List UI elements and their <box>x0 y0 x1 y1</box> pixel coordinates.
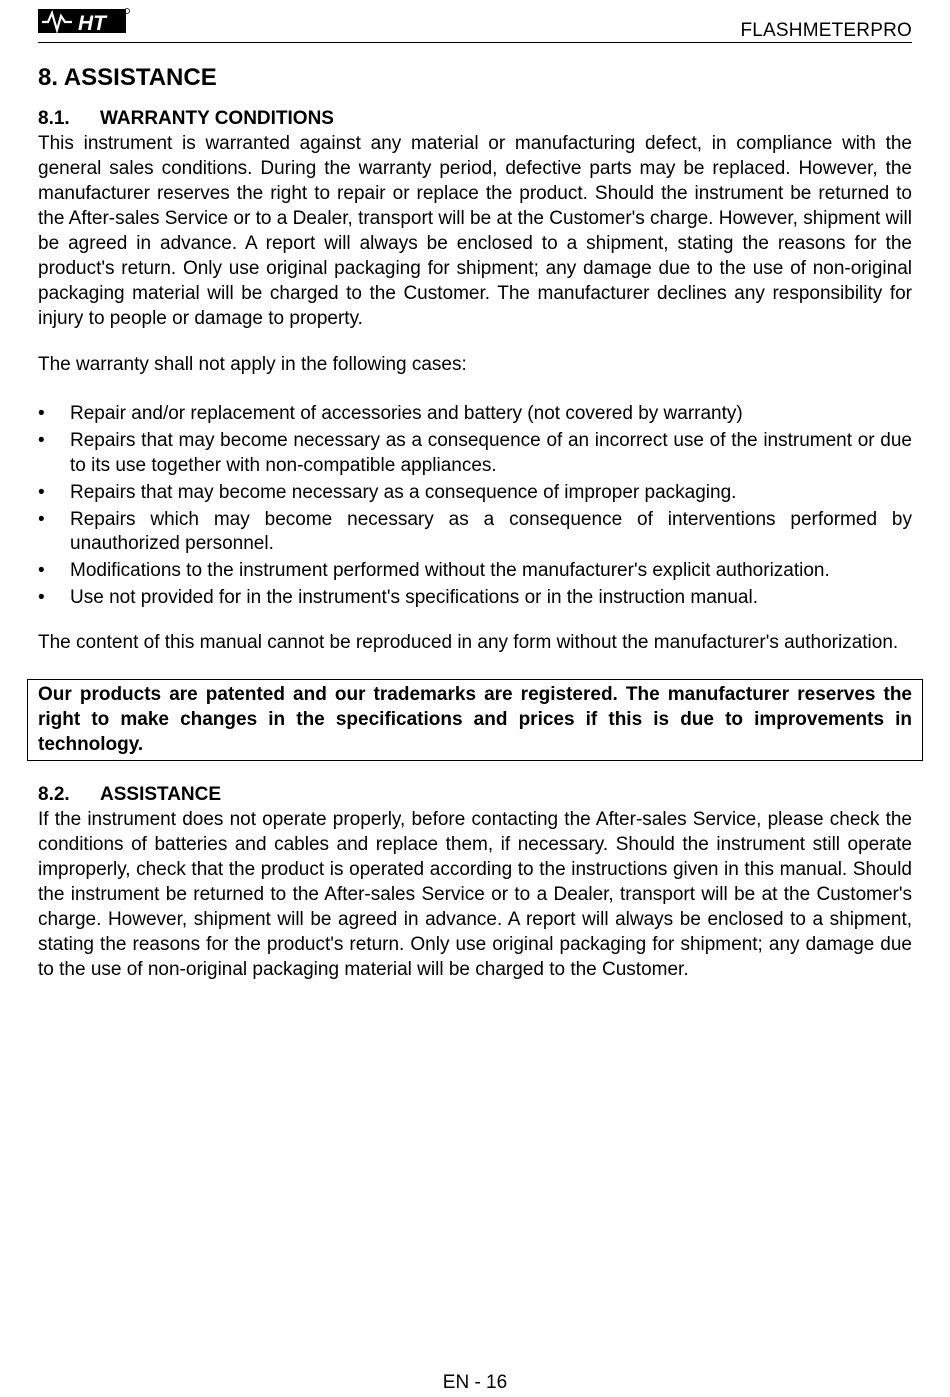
trademark-notice-box <box>27 679 923 761</box>
list-item-text: Repair and/or replacement of accessories and battery (not covered by warranty) <box>70 403 743 424</box>
warranty-exclusions-list <box>38 402 912 611</box>
list-item <box>38 402 912 427</box>
list-item <box>38 586 912 611</box>
warranty-heading <box>38 106 912 131</box>
list-item <box>38 508 912 557</box>
list-item <box>38 429 912 478</box>
list-item-text: Use not provided for in the instrument's specifications or in the instruction manual. <box>70 587 758 608</box>
list-item-text: Repairs that may become necessary as a consequence of an incorrect use of the instrument or due to its use together with non-compatible appliances. <box>70 430 912 476</box>
page-number: EN - 16 <box>442 1372 508 1393</box>
list-item <box>38 481 912 506</box>
assistance-number: 8.2. <box>38 784 70 805</box>
page-header <box>38 6 912 43</box>
assistance-heading <box>38 782 912 807</box>
warranty-number: 8.1. <box>38 108 70 129</box>
logo-text: HT <box>78 12 106 35</box>
section-title: ASSISTANCE <box>63 64 217 91</box>
assistance-paragraph: If the instrument does not operate properly, before contacting the After-sales Service, please check the conditions of batteries and cables and replace them, if necessary. Should the instrument still operate improperly, check that the product is operated according to the instructions given in this manual. Should the instrument be returned to the After-sales Service or to a Dealer, transport will be at the Customer's charge. However, shipment will be agreed in advance. A report will always be enclosed to a shipment, stating the reasons for the product's return. Only use original packaging for shipment; any damage due to the use of non-original packaging material will be charged to the Customer. <box>38 809 912 980</box>
section-heading <box>38 62 912 94</box>
bullet-icon: • <box>38 481 45 503</box>
bullet-icon: • <box>38 508 45 530</box>
page-content <box>38 62 912 982</box>
list-item-text: Repairs which may become necessary as a consequence of interventions performed by unauthorized personnel. <box>70 508 912 554</box>
document-name: FLASHMETERPRO <box>740 20 912 41</box>
list-item <box>38 559 912 584</box>
bullet-icon: • <box>38 587 45 608</box>
bullet-icon: • <box>38 430 45 451</box>
bullet-icon: • <box>38 560 45 581</box>
warranty-cases-intro: The warranty shall not apply in the following cases: <box>38 354 467 375</box>
list-item-text: Repairs that may become necessary as a consequence of improper packaging. <box>70 481 737 503</box>
section-number: 8. <box>38 64 59 91</box>
warranty-title: WARRANTY CONDITIONS <box>100 108 334 129</box>
assistance-title: ASSISTANCE <box>100 784 222 805</box>
ht-logo <box>38 6 130 36</box>
warranty-paragraph: This instrument is warranted against any material or manufacturing defect, in compliance with the general sales conditions. During the warranty period, defective parts may be replaced. However, the manufacturer reserves the right to repair or replace the product. Should the instrument be returned to the After-sales Service or to a Dealer, transport will be at the Customer's charge. However, shipment will be agreed in advance. A report will always be enclosed to a shipment, stating the reasons for the product's return. Only use original packaging for shipment; any damage due to the use of non-original packaging material will be charged to the Customer. The manufacturer declines any responsibility for injury to people or damage to property. <box>38 133 912 329</box>
bullet-icon: • <box>38 403 45 424</box>
reproduction-note: The content of this manual cannot be reproduced in any form without the manufacturer's authorization. <box>38 632 899 653</box>
list-item-text: Modifications to the instrument performed without the manufacturer's explicit authorization. <box>70 560 830 581</box>
trademark-notice-text: Our products are patented and our trademarks are registered. The manufacturer reserves the right to make changes in the specifications and prices if this is due to improvements in technology. <box>38 684 912 755</box>
